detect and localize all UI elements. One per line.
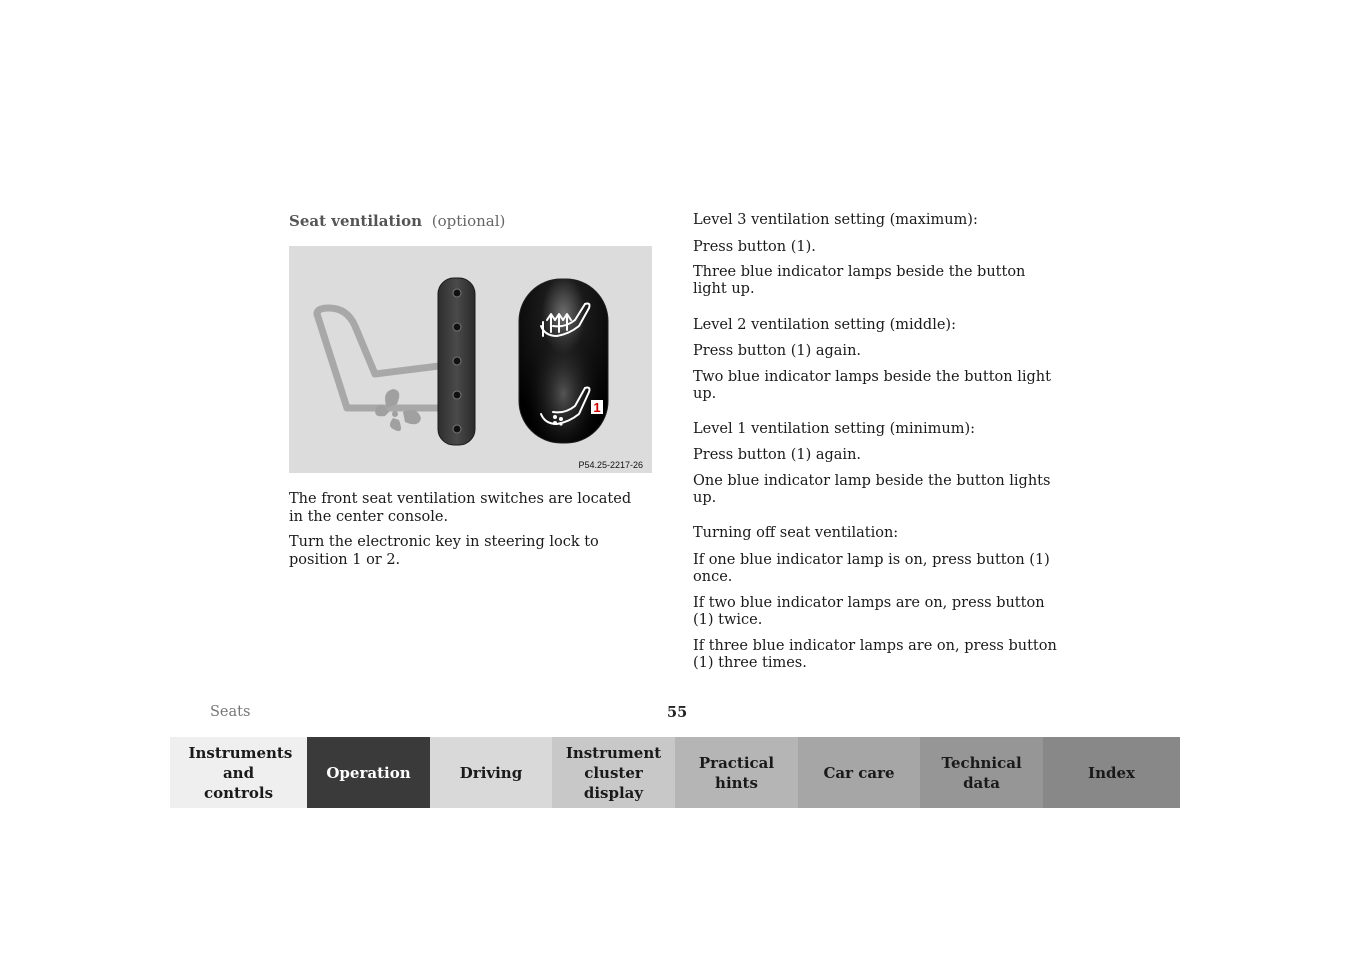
level-heading: Level 1 ventilation setting (minimum): bbox=[693, 421, 976, 437]
button-number: 1 bbox=[593, 400, 601, 415]
chapter-navigation bbox=[170, 737, 1180, 808]
tab-label: Car care bbox=[823, 763, 895, 782]
level-heading: Turning off seat ventilation: bbox=[693, 525, 899, 541]
instruction: If two blue indicator lamps are on, press button (1) twice. bbox=[693, 595, 1045, 628]
page-number: 55 bbox=[667, 704, 688, 721]
tab-practical-hints[interactable] bbox=[675, 737, 798, 808]
instruction: Three blue indicator lamps beside the button light up. bbox=[693, 264, 1026, 297]
instruction: If one blue indicator lamp is on, press button (1) once. bbox=[693, 552, 1050, 585]
tab-label: Practical hints bbox=[698, 753, 775, 792]
tab-index[interactable] bbox=[1043, 737, 1180, 808]
intro-text bbox=[289, 490, 649, 576]
paragraph: Turn the electronic key in steering lock to position 1 or 2. bbox=[289, 534, 599, 568]
figure-code: P54.25-2217-26 bbox=[578, 460, 643, 470]
tab-label: Instrument cluster display bbox=[565, 743, 662, 802]
tab-car-care[interactable] bbox=[798, 737, 920, 808]
paragraph: The front seat ventilation switches are located in the center console. bbox=[289, 491, 632, 525]
level-heading: Level 2 ventilation setting (middle): bbox=[693, 317, 956, 333]
tab-label: Instruments and controls bbox=[188, 743, 293, 802]
tab-instrument-cluster-display[interactable] bbox=[552, 737, 675, 808]
instruction: If three blue indicator lamps are on, press button (1) three times. bbox=[693, 638, 1057, 671]
instruction: Press button (1). bbox=[693, 239, 816, 255]
instruction: One blue indicator lamp beside the button lights up. bbox=[693, 473, 1051, 506]
section-title-optional: (optional) bbox=[431, 212, 506, 230]
seat-outline-icon bbox=[317, 308, 439, 408]
footer-section-name: Seats bbox=[210, 704, 251, 720]
instruction: Press button (1) again. bbox=[693, 447, 862, 463]
tab-driving[interactable] bbox=[430, 737, 552, 808]
tab-technical-data[interactable] bbox=[920, 737, 1043, 808]
tab-label: Driving bbox=[459, 763, 523, 782]
section-title-main: Seat ventilation bbox=[289, 212, 422, 230]
instructions bbox=[693, 212, 1058, 672]
seat-switch-illustration bbox=[289, 246, 652, 473]
level-heading: Level 3 ventilation setting (maximum): bbox=[693, 212, 978, 228]
section-title bbox=[289, 212, 505, 230]
instruction: Two blue indicator lamps beside the button light up. bbox=[693, 369, 1051, 402]
instruction: Press button (1) again. bbox=[693, 343, 862, 359]
seat-ventilation-figure bbox=[289, 246, 652, 473]
tab-operation[interactable] bbox=[307, 737, 430, 808]
tab-instruments-and-controls[interactable] bbox=[170, 737, 307, 808]
tab-label: Operation bbox=[326, 763, 411, 782]
tab-label: Index bbox=[1088, 763, 1135, 782]
tab-label: Technical data bbox=[941, 753, 1022, 792]
